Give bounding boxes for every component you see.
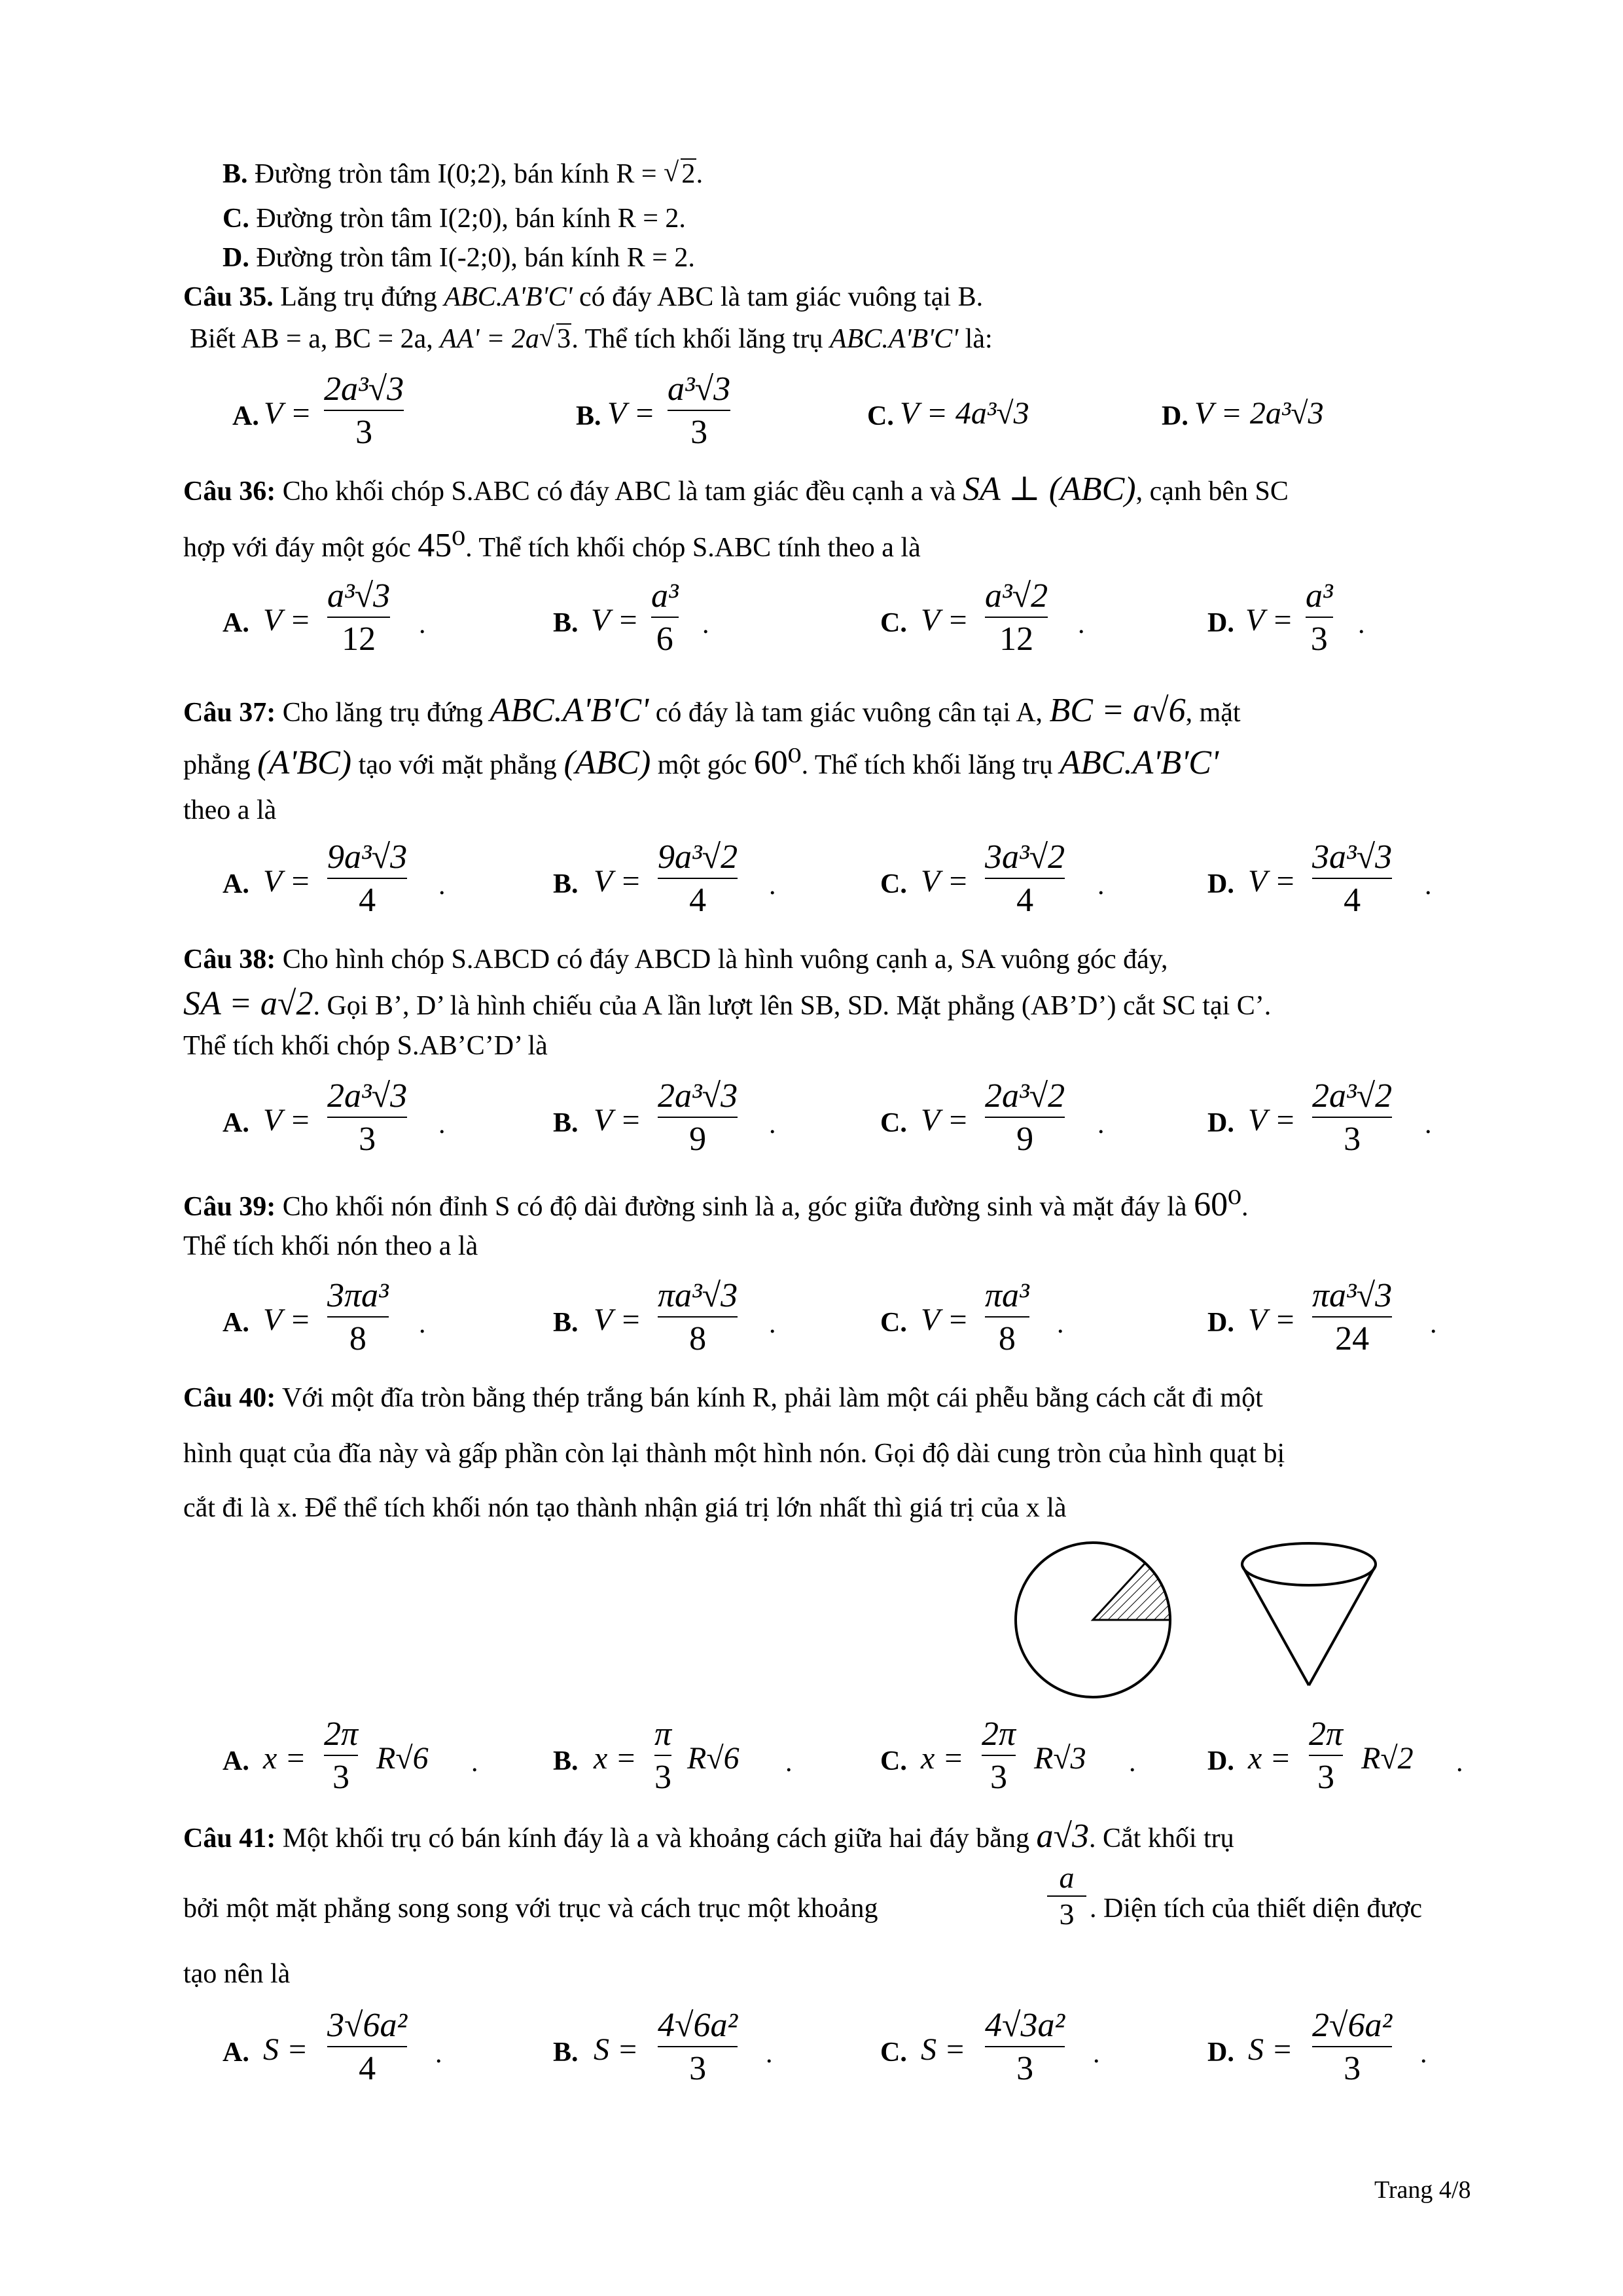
- q41-inline-fraction: a 3: [1047, 1860, 1086, 1932]
- q39-line2: Thể tích khối nón theo a là: [183, 1231, 478, 1261]
- q37-line1: Câu 37: Cho lăng trụ đứng ABC.A'B'C' có đáy là tam giác vuông cân tại A, BC = a√6, mặt: [183, 692, 1241, 729]
- q38-option-c[interactable]: C. V = 2a³√2 9 .: [880, 1077, 1105, 1158]
- q36-option-b[interactable]: B. V = a³ 6 .: [553, 577, 709, 658]
- q37-option-a[interactable]: A. V = 9a³√3 4 .: [223, 838, 446, 919]
- q38-line2: SA = a√2. Gọi B’, D’ là hình chiếu của A lần lượt lên SB, SD. Mặt phẳng (AB’D’) cắt SC tại C’.: [183, 985, 1272, 1022]
- q37-option-c[interactable]: C. V = 3a³√2 4 .: [880, 838, 1105, 919]
- prev-option-c: C. Đường tròn tâm I(2;0), bán kính R = 2.: [223, 204, 686, 234]
- q35-label: Câu 35.: [183, 282, 274, 312]
- q35-line1: Câu 35. Lăng trụ đứng ABC.A'B'C' có đáy ABC là tam giác vuông tại B.: [183, 282, 984, 312]
- q41-option-b[interactable]: B. S = 4√6a² 3 .: [553, 2007, 773, 2087]
- q40-option-a[interactable]: A. x = 2π 3 R√6 .: [223, 1715, 478, 1796]
- q38-option-a[interactable]: A. V = 2a³√3 3 .: [223, 1077, 446, 1158]
- q36-option-d[interactable]: D. V = a³ 3 .: [1207, 577, 1365, 658]
- q35-option-b[interactable]: B. V = a³√3 3: [576, 370, 731, 451]
- q39-option-c[interactable]: C. V = πa³ 8 .: [880, 1277, 1064, 1357]
- q36-option-c[interactable]: C. V = a³√2 12 .: [880, 577, 1085, 658]
- q36-line1: Câu 36: Cho khối chóp S.ABC có đáy ABC là tam giác đều cạnh a và SA ⊥ (ABC), cạnh bên SC: [183, 471, 1289, 508]
- q40-line1: Câu 40: Với một đĩa tròn bằng thép trắng bán kính R, phải làm một cái phễu bằng cách cắt đi một: [183, 1383, 1263, 1413]
- prev-option-b: B. Đường tròn tâm I(0;2), bán kính R = √ 2.: [223, 157, 703, 191]
- q39-option-b[interactable]: B. V = πa³√3 8 .: [553, 1277, 776, 1357]
- q35-option-a[interactable]: A. V = 2a³√3 3: [232, 370, 404, 451]
- q39-option-a[interactable]: A. V = 3πa³ 8 .: [223, 1277, 426, 1357]
- q41-line3: tạo nên là: [183, 1959, 291, 1989]
- q41-option-d[interactable]: D. S = 2√6a² 3 .: [1207, 2007, 1427, 2087]
- q40-line3: cắt đi là x. Để thể tích khối nón tạo thành nhận giá trị lớn nhất thì giá trị của x là: [183, 1493, 1067, 1523]
- q41-option-c[interactable]: C. S = 4√3a² 3 .: [880, 2007, 1100, 2087]
- q35-option-d[interactable]: D. V = 2a³√3: [1162, 396, 1324, 431]
- q37-line2: phẳng (A'BC) tạo với mặt phẳng (ABC) một góc 60⁰. Thể tích khối lăng trụ ABC.A'B'C': [183, 744, 1219, 781]
- q37-option-d[interactable]: D. V = 3a³√3 4 .: [1207, 838, 1432, 919]
- cone-rim: [1242, 1543, 1376, 1585]
- q41-option-a[interactable]: A. S = 3√6a² 4 .: [223, 2007, 442, 2087]
- q38-option-d[interactable]: D. V = 2a³√2 3 .: [1207, 1077, 1432, 1158]
- disc-figure: [995, 1538, 1204, 1702]
- q36-line2: hợp với đáy một góc 45⁰. Thể tích khối chóp S.ABC tính theo a là: [183, 527, 921, 564]
- q38-line1: Câu 38: Cho hình chóp S.ABCD có đáy ABCD là hình vuông cạnh a, SA vuông góc đáy,: [183, 944, 1168, 975]
- q40-option-c[interactable]: C. x = 2π 3 R√3 .: [880, 1715, 1136, 1796]
- q40-option-d[interactable]: D. x = 2π 3 R√2 .: [1207, 1715, 1463, 1796]
- q35-option-c[interactable]: C. V = 4a³√3: [867, 396, 1029, 431]
- page-number: Trang 4/8: [1374, 2176, 1471, 2204]
- q37-option-b[interactable]: B. V = 9a³√2 4 .: [553, 838, 776, 919]
- q41-line2-tail: . Diện tích của thiết diện được: [1090, 1893, 1422, 1924]
- q41-line1: Câu 41: Một khối trụ có bán kính đáy là a và khoảng cách giữa hai đáy bằng a√3. Cắt khối trụ: [183, 1818, 1234, 1855]
- cut-sector: [1093, 1563, 1170, 1620]
- q39-option-d[interactable]: D. V = πa³√3 24 .: [1207, 1277, 1437, 1357]
- cone-figure: [1230, 1538, 1394, 1695]
- q41-line2: bởi một mặt phẳng song song với trục và cách trục một khoảng: [183, 1893, 878, 1924]
- q40-line2: hình quạt của đĩa này và gấp phần còn lại thành một hình nón. Gọi độ dài cung tròn của hình quạt bị: [183, 1439, 1285, 1469]
- q38-line3: Thể tích khối chóp S.AB’C’D’ là: [183, 1031, 548, 1061]
- q37-line3: theo a là: [183, 795, 277, 825]
- q39-line1: Câu 39: Cho khối nón đỉnh S có độ dài đường sinh là a, góc giữa đường sinh và mặt đáy là 60⁰.: [183, 1186, 1249, 1223]
- q35-line2: Biết AB = a, BC = 2a, AA' = 2a√ 3. Thể tích khối lăng trụ ABC.A'B'C' là:: [190, 322, 993, 356]
- prev-option-d: D. Đường tròn tâm I(-2;0), bán kính R = 2.: [223, 243, 695, 273]
- q38-option-b[interactable]: B. V = 2a³√3 9 .: [553, 1077, 776, 1158]
- q36-option-a[interactable]: A. V = a³√3 12 .: [223, 577, 426, 658]
- q40-option-b[interactable]: B. x = π 3 R√6 .: [553, 1715, 793, 1796]
